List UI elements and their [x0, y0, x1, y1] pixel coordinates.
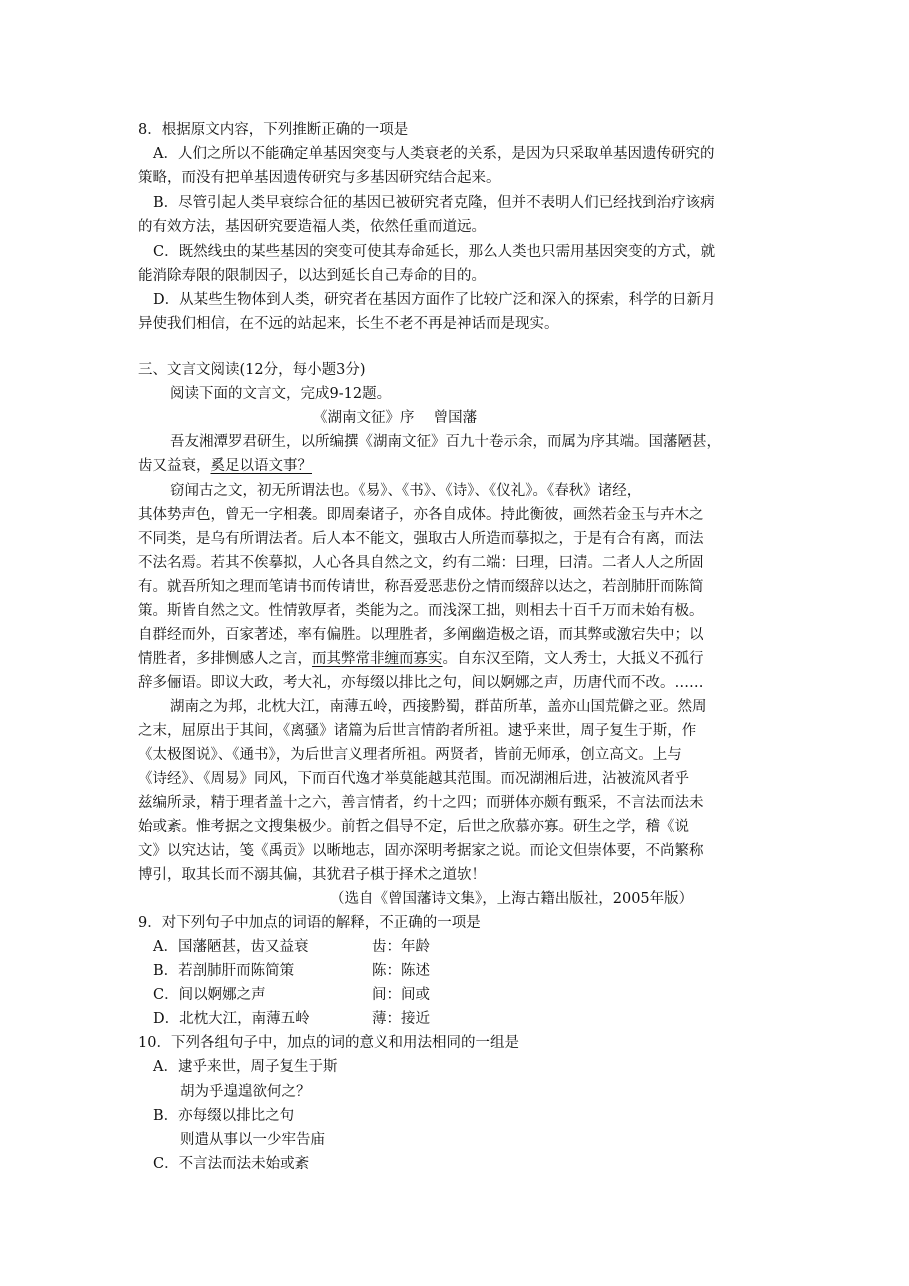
passage-p2-line7: 自群经而外，百家著述，率有偏胜。以理胜者，多阐幽造极之语，而其弊或激宕失中；以 [138, 627, 704, 643]
passage-p3-line3: 《太极图说》、《通书》，为后世言义理者所祖。两贤者，皆前无师承，创立高文。上与 [138, 747, 682, 763]
q8-option-c-line1: C．既然线虫的某些基因的突变可使其寿命延长，那么人类也只需用基因突变的方式，就 [153, 244, 716, 260]
underlined-sentence-1: 奚足以语文事？ [210, 458, 312, 474]
passage-p3-line5: 兹编所录，精于理者盖十之六，善言情者，约十之四；而骈体亦颇有甄采，不言法而法未 [138, 795, 704, 811]
q9-option-c-gloss: 间：间或 [372, 987, 430, 1003]
passage-p2-line8-text-c: 。自东汉至隋，文人秀士，大抵义不孤行 [442, 651, 704, 667]
passage-p2-line5: 有。就吾所知之理而笔请书而传请世，称吾爱恶悲份之情而缀辞以达之，若剖肺肝而陈简 [138, 579, 704, 595]
underlined-sentence-2: 而其弊常非缠而寡实 [312, 651, 443, 667]
q9-option-b-text: B．若剖肺肝而陈简策 [153, 963, 295, 979]
q8-option-a-line1: A．人们之所以不能确定单基因突变与人类衰老的关系，是因为只采取单基因遗传研究的 [153, 146, 715, 162]
q8-option-b-line1: B．尽管引起人类早衰综合征的基因已被研究者克隆，但并不表明人们已经找到治疗该病 [153, 195, 715, 211]
passage-title: 《湖南文征》序 曾国藩 [313, 410, 478, 426]
q8-option-b-line2: 的有效方法，基因研究要造福人类，依然任重而道远。 [138, 219, 486, 235]
q9-option-d-text: D．北枕大江，南薄五岭 [153, 1011, 310, 1027]
passage-p3-line4: 《诗经》、《周易》同风，下而百代逸才举莫能越其范围。而况湖湘后进，沾被流风者乎 [138, 771, 689, 787]
passage-p2-line8-text-a: 情胜者，多排恻感人之言， [138, 651, 312, 667]
passage-p1-line1: 吾友湘潭罗君研生，以所编撰《湖南文征》百九十卷示余，而属为序其端。国藩陋甚， [170, 434, 721, 450]
q8-stem: 8．根据原文内容，下列推断正确的一项是 [138, 122, 409, 138]
q10-option-a-line1: A．逮乎来世，周子复生于斯 [153, 1059, 338, 1075]
q9-option-b-gloss: 陈：陈述 [372, 963, 430, 979]
q8-option-d-line1: D．从某些生物体到人类，研究者在基因方面作了比较广泛和深入的探索，科学的日新月 [153, 292, 716, 308]
q9-option-d-gloss: 薄：接近 [372, 1011, 430, 1027]
q9-option-a-text: A．国藩陋甚，齿又益衰 [153, 939, 309, 955]
q8-option-c-line2: 能消除寿限的限制因子，以达到延长自己寿命的目的。 [138, 268, 486, 284]
q10-option-b-line1: B．亦每缀以排比之句 [153, 1108, 295, 1124]
q10-option-a-line2: 胡为乎遑遑欲何之？ [180, 1084, 311, 1100]
q10-stem: 10．下列各组句子中，加点的词的意义和用法相同的一组是 [138, 1035, 519, 1051]
passage-p1-line2-text: 齿又益衰， [138, 458, 211, 474]
passage-p2-line6: 策。斯皆自然之文。性情敦厚者，类能为之。而浅深工拙，则相去十百千万而未始有极。 [138, 603, 704, 619]
passage-p3-line1: 湖南之为邦，北枕大江，南薄五岭，西接黔蜀，群苗所革，盖亦山国荒僻之亚。然周 [170, 699, 707, 715]
passage-source: （选自《曾国藩诗文集》，上海古籍出版社，2005年版） [330, 891, 694, 907]
passage-p2-line4: 不法名焉。若其不俟摹拟，人心各具自然之文，约有二端：曰理，曰清。二者人人之所固 [138, 555, 704, 571]
section-instruction: 阅读下面的文言文，完成9-12题。 [170, 386, 392, 402]
passage-p2-line9: 辞多俪语。即议大政，考大礼，亦每缀以排比之句，间以婀娜之声，历唐代而不改。…… [138, 675, 704, 691]
passage-p3-line6: 始或紊。惟考据之文搜集极少。前哲之倡导不定，后世之欣慕亦寡。研生之学，稽《说 [138, 819, 689, 835]
passage-p2-line2: 其体势声色，曾无一字相袭。即周秦诸子，亦各自成体。持此衡彼，画然若金玉与卉木之 [138, 507, 704, 523]
q8-option-a-line2: 策略，而没有把单基因遗传研究与多基因研究结合起来。 [138, 170, 501, 186]
section-heading: 三、文言文阅读(12分，每小题3分) [138, 362, 366, 378]
q8-option-d-line2: 异使我们相信，在不远的站起来，长生不老不再是神话而是现实。 [138, 316, 559, 332]
q10-option-b-line2: 则遣从事以一少牢告庙 [180, 1132, 325, 1148]
q10-option-c-line1: C．不言法而法未始或紊 [153, 1156, 310, 1172]
passage-p3-line8: 博引，取其长而不溺其偏，其犹君子棋于择术之道欤！ [138, 867, 486, 883]
passage-p2-line3: 不同类，是乌有所谓法者。后人本不能文，强取古人所造而摹拟之，于是有合有离，而法 [138, 531, 704, 547]
passage-p3-line2: 之末，屈原出于其间，《离骚》诸篇为后世言情韵者所祖。逮乎来世，周子复生于斯，作 [138, 723, 697, 739]
passage-p2-line8 [138, 647, 704, 671]
passage-p1-line2 [138, 454, 312, 478]
q9-option-a-gloss: 齿：年龄 [372, 939, 430, 955]
q9-stem: 9．对下列句子中加点的词语的解释，不正确的一项是 [138, 915, 481, 931]
q9-option-c-text: C．间以婀娜之声 [153, 987, 266, 1003]
passage-p3-line7: 文》以究达诂，笺《禹贡》以晰地志，固亦深明考据家之说。而论文但崇体要，不尚繁称 [138, 843, 704, 859]
passage-p2-line1: 窃闻古之文，初无所谓法也。《易》、《书》、《诗》、《仪礼》。《春秋》诸经， [170, 483, 642, 499]
